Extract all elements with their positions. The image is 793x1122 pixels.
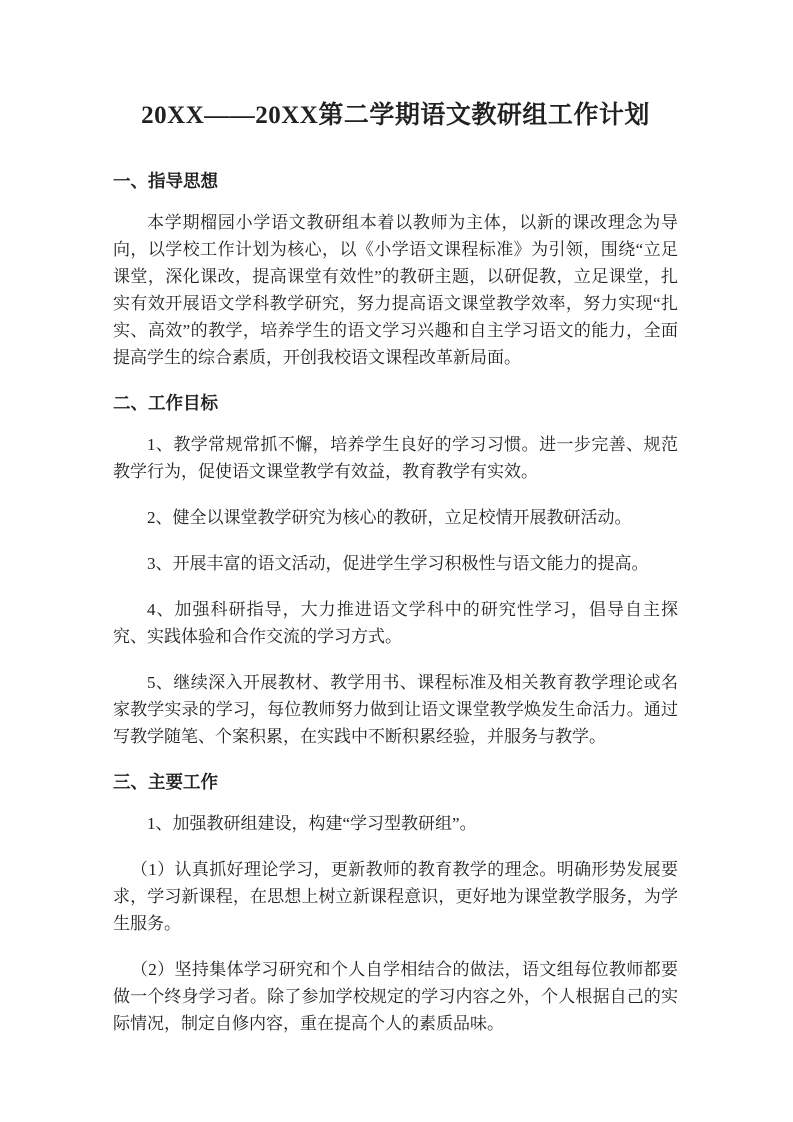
work-goal-item-2: 2、健全以课堂教学研究为核心的教研，立足校情开展教研活动。 — [147, 508, 632, 527]
guiding-ideology-paragraph: 本学期榴园小学语文教研组本着以教师为主体，以新的课改理念为导向，以学校工作计划为核心，以《小学语文课程标准》为引领，围绕“立足课堂，深化课改，提高课堂有效性”的教研主题，以研促教，立足课堂，扎实有效开展语文学科教学研究，努力提高语文课堂教学效率，努力实现“扎实、高效”的教学，培养学生的语文学习兴趣和自主学习语文的能力，全面提高学生的综合素质，开创我校语文课程改革新局面。 — [113, 213, 678, 367]
main-work-item-1: 1、加强教研组建设，构建“学习型教研组”。 — [147, 814, 477, 833]
document-title: 20XX——20XX第二学期语文教研组工作计划 — [141, 102, 650, 129]
work-goal-item-4: 4、加强科研指导，大力推进语文学科中的研究性学习，倡导自主探究、实践体验和合作交流的学习方式。 — [113, 600, 678, 646]
main-work-detail-1: （1）认真抓好理论学习，更新教师的教育教学的理念。明确形势发展要求，学习新课程，在思想上树立新课程意识，更好地为课堂教学服务，为学生服务。 — [113, 860, 678, 933]
work-goal-item-1: 1、教学常规常抓不懈，培养学生良好的学习习惯。进一步完善、规范教学行为，促使语文课堂教学有效益，教育教学有实效。 — [113, 435, 678, 481]
work-goal-item-3: 3、开展丰富的语文活动，促进学生学习积极性与语文能力的提高。 — [147, 554, 649, 573]
section-heading-guiding-ideology: 一、指导思想 — [113, 171, 218, 191]
section-heading-work-goals: 二、工作目标 — [113, 393, 218, 413]
section-heading-main-work: 三、主要工作 — [113, 772, 218, 792]
main-work-detail-2: （2）坚持集体学习研究和个人自学相结合的做法，语文组每位教师都要做一个终身学习者。除了参加学校规定的学习内容之外，个人根据自己的实际情况，制定自修内容，重在提高个人的素质品味。 — [113, 960, 678, 1033]
work-goal-item-5: 5、继续深入开展教材、教学用书、课程标准及相关教育教学理论或名家教学实录的学习，每位教师努力做到让语文课堂教学焕发生命活力。通过写教学随笔、个案积累，在实践中不断积累经验，并服务与教学。 — [113, 673, 678, 746]
